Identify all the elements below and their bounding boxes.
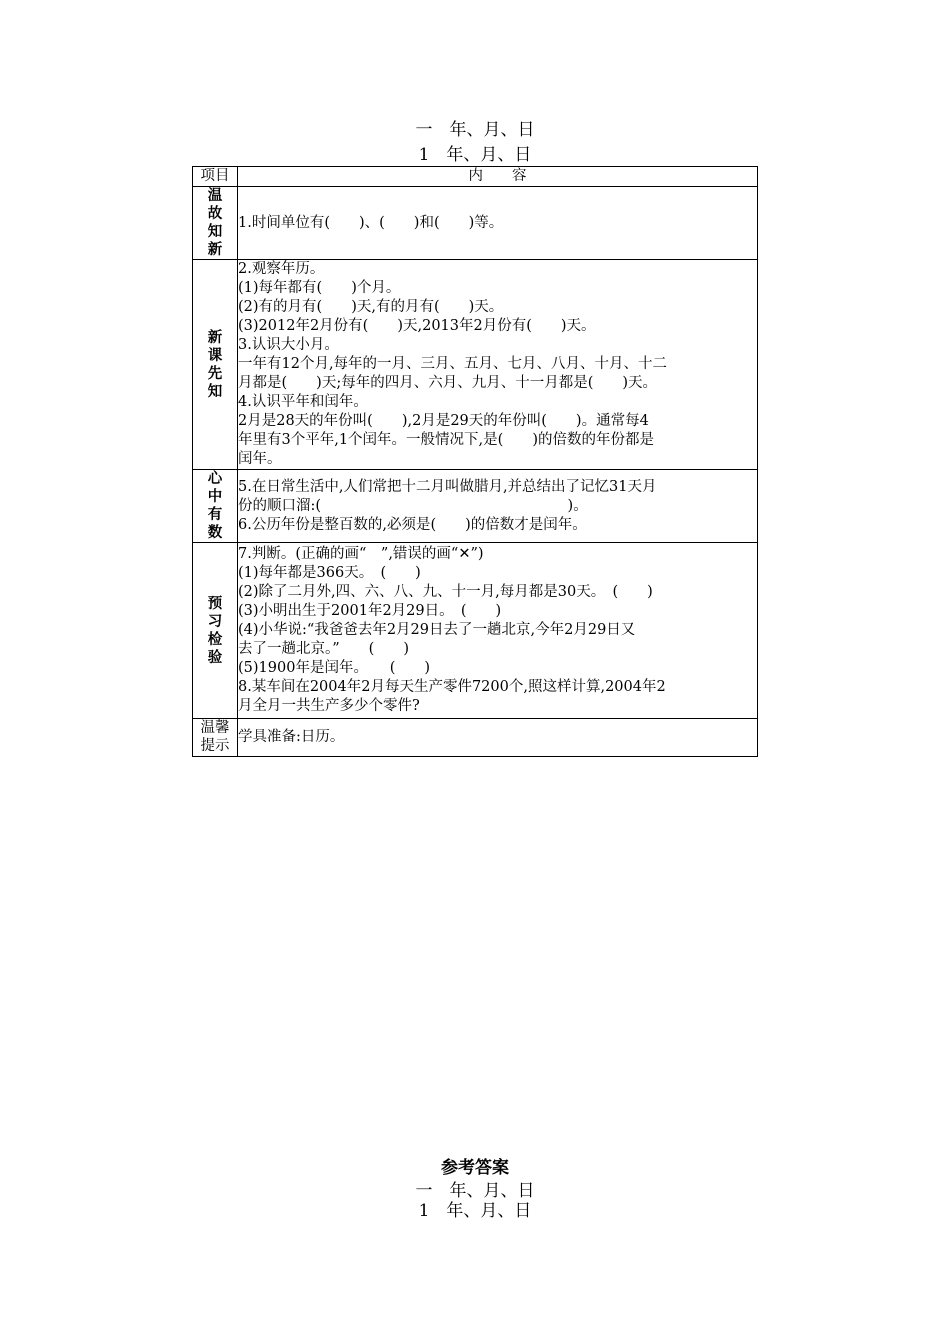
content-line: (5)1900年是闰年。 ( ) bbox=[238, 660, 431, 676]
content-line: 6.公历年份是整百数的,必须是( )的倍数才是闰年。 bbox=[238, 516, 587, 533]
content-line: 份的顺口溜:( )。 bbox=[238, 497, 588, 514]
row-label: 温馨提示 bbox=[193, 719, 238, 757]
row-content bbox=[238, 470, 758, 543]
row-label: 预习检验 bbox=[193, 543, 238, 719]
content-line: (3)2012年2月份有( )天,2013年2月份有( )天。 bbox=[238, 318, 596, 334]
row-tips bbox=[193, 719, 758, 757]
row-label: 新课先知 bbox=[193, 260, 238, 470]
header-content: 内 容 bbox=[238, 167, 758, 187]
content-line: (1)每年都是366天。 ( ) bbox=[238, 565, 421, 581]
row-content bbox=[238, 543, 758, 719]
row-content bbox=[238, 719, 758, 757]
content-line: 闰年。 bbox=[238, 451, 282, 467]
row-new-lesson bbox=[193, 260, 758, 470]
unit-title: 一 年、月、日 bbox=[415, 120, 535, 140]
content-line: 4.认识平年和闰年。 bbox=[238, 394, 368, 410]
content-line: 月全月一共生产多少个零件? bbox=[238, 698, 420, 714]
row-content bbox=[238, 187, 758, 260]
content-line: (2)有的月有( )天,有的月有( )天。 bbox=[238, 299, 504, 315]
row-label: 心中有数 bbox=[193, 470, 238, 543]
row-review bbox=[193, 187, 758, 260]
content-line: 月都是( )天;每年的四月、六月、九月、十一月都是( )天。 bbox=[238, 375, 658, 391]
answers-unit-title: 一 年、月、日 bbox=[415, 1181, 535, 1201]
lesson-title: 1 年、月、日 bbox=[418, 145, 532, 165]
content-line: 一年有12个月,每年的一月、三月、五月、七月、八月、十月、十二 bbox=[238, 356, 668, 372]
content-line: (2)除了二月外,四、六、八、九、十一月,每月都是30天。 ( ) bbox=[238, 584, 653, 600]
row-understanding bbox=[193, 470, 758, 543]
row-content bbox=[238, 260, 758, 470]
content-line: 3.认识大小月。 bbox=[238, 337, 339, 353]
content-line: 8.某车间在2004年2月每天生产零件7200个,照这样计算,2004年2 bbox=[238, 679, 666, 695]
content-line: 7.判断。(正确的画“ ”,错误的画“✕”) bbox=[238, 546, 484, 562]
content-line: (1)每年都有( )个月。 bbox=[238, 280, 401, 296]
content-line: 1.时间单位有( )、( )和( )等。 bbox=[238, 214, 504, 231]
answers-title: 参考答案 bbox=[441, 1158, 509, 1178]
row-label: 温故知新 bbox=[193, 187, 238, 260]
table-header-row bbox=[193, 167, 758, 187]
content-line: 学具准备:日历。 bbox=[238, 729, 345, 745]
preview-table bbox=[192, 166, 758, 757]
content-line: 年里有3个平年,1个闰年。一般情况下,是( )的倍数的年份都是 bbox=[238, 432, 654, 448]
content-line: 2月是28天的年份叫( ),2月是29天的年份叫( )。通常每4 bbox=[238, 413, 649, 429]
content-line: 去了一趟北京。” ( ) bbox=[238, 641, 409, 657]
header-project: 项目 bbox=[193, 167, 238, 187]
content-line: 5.在日常生活中,人们常把十二月叫做腊月,并总结出了记忆31天月 bbox=[238, 478, 657, 495]
content-line: (3)小明出生于2001年2月29日。 ( ) bbox=[238, 603, 502, 619]
row-check bbox=[193, 543, 758, 719]
content-line: (4)小华说:“我爸爸去年2月29日去了一趟北京,今年2月29日又 bbox=[238, 622, 636, 638]
answers-lesson-title: 1 年、月、日 bbox=[418, 1201, 532, 1221]
content-line: 2.观察年历。 bbox=[238, 261, 325, 277]
